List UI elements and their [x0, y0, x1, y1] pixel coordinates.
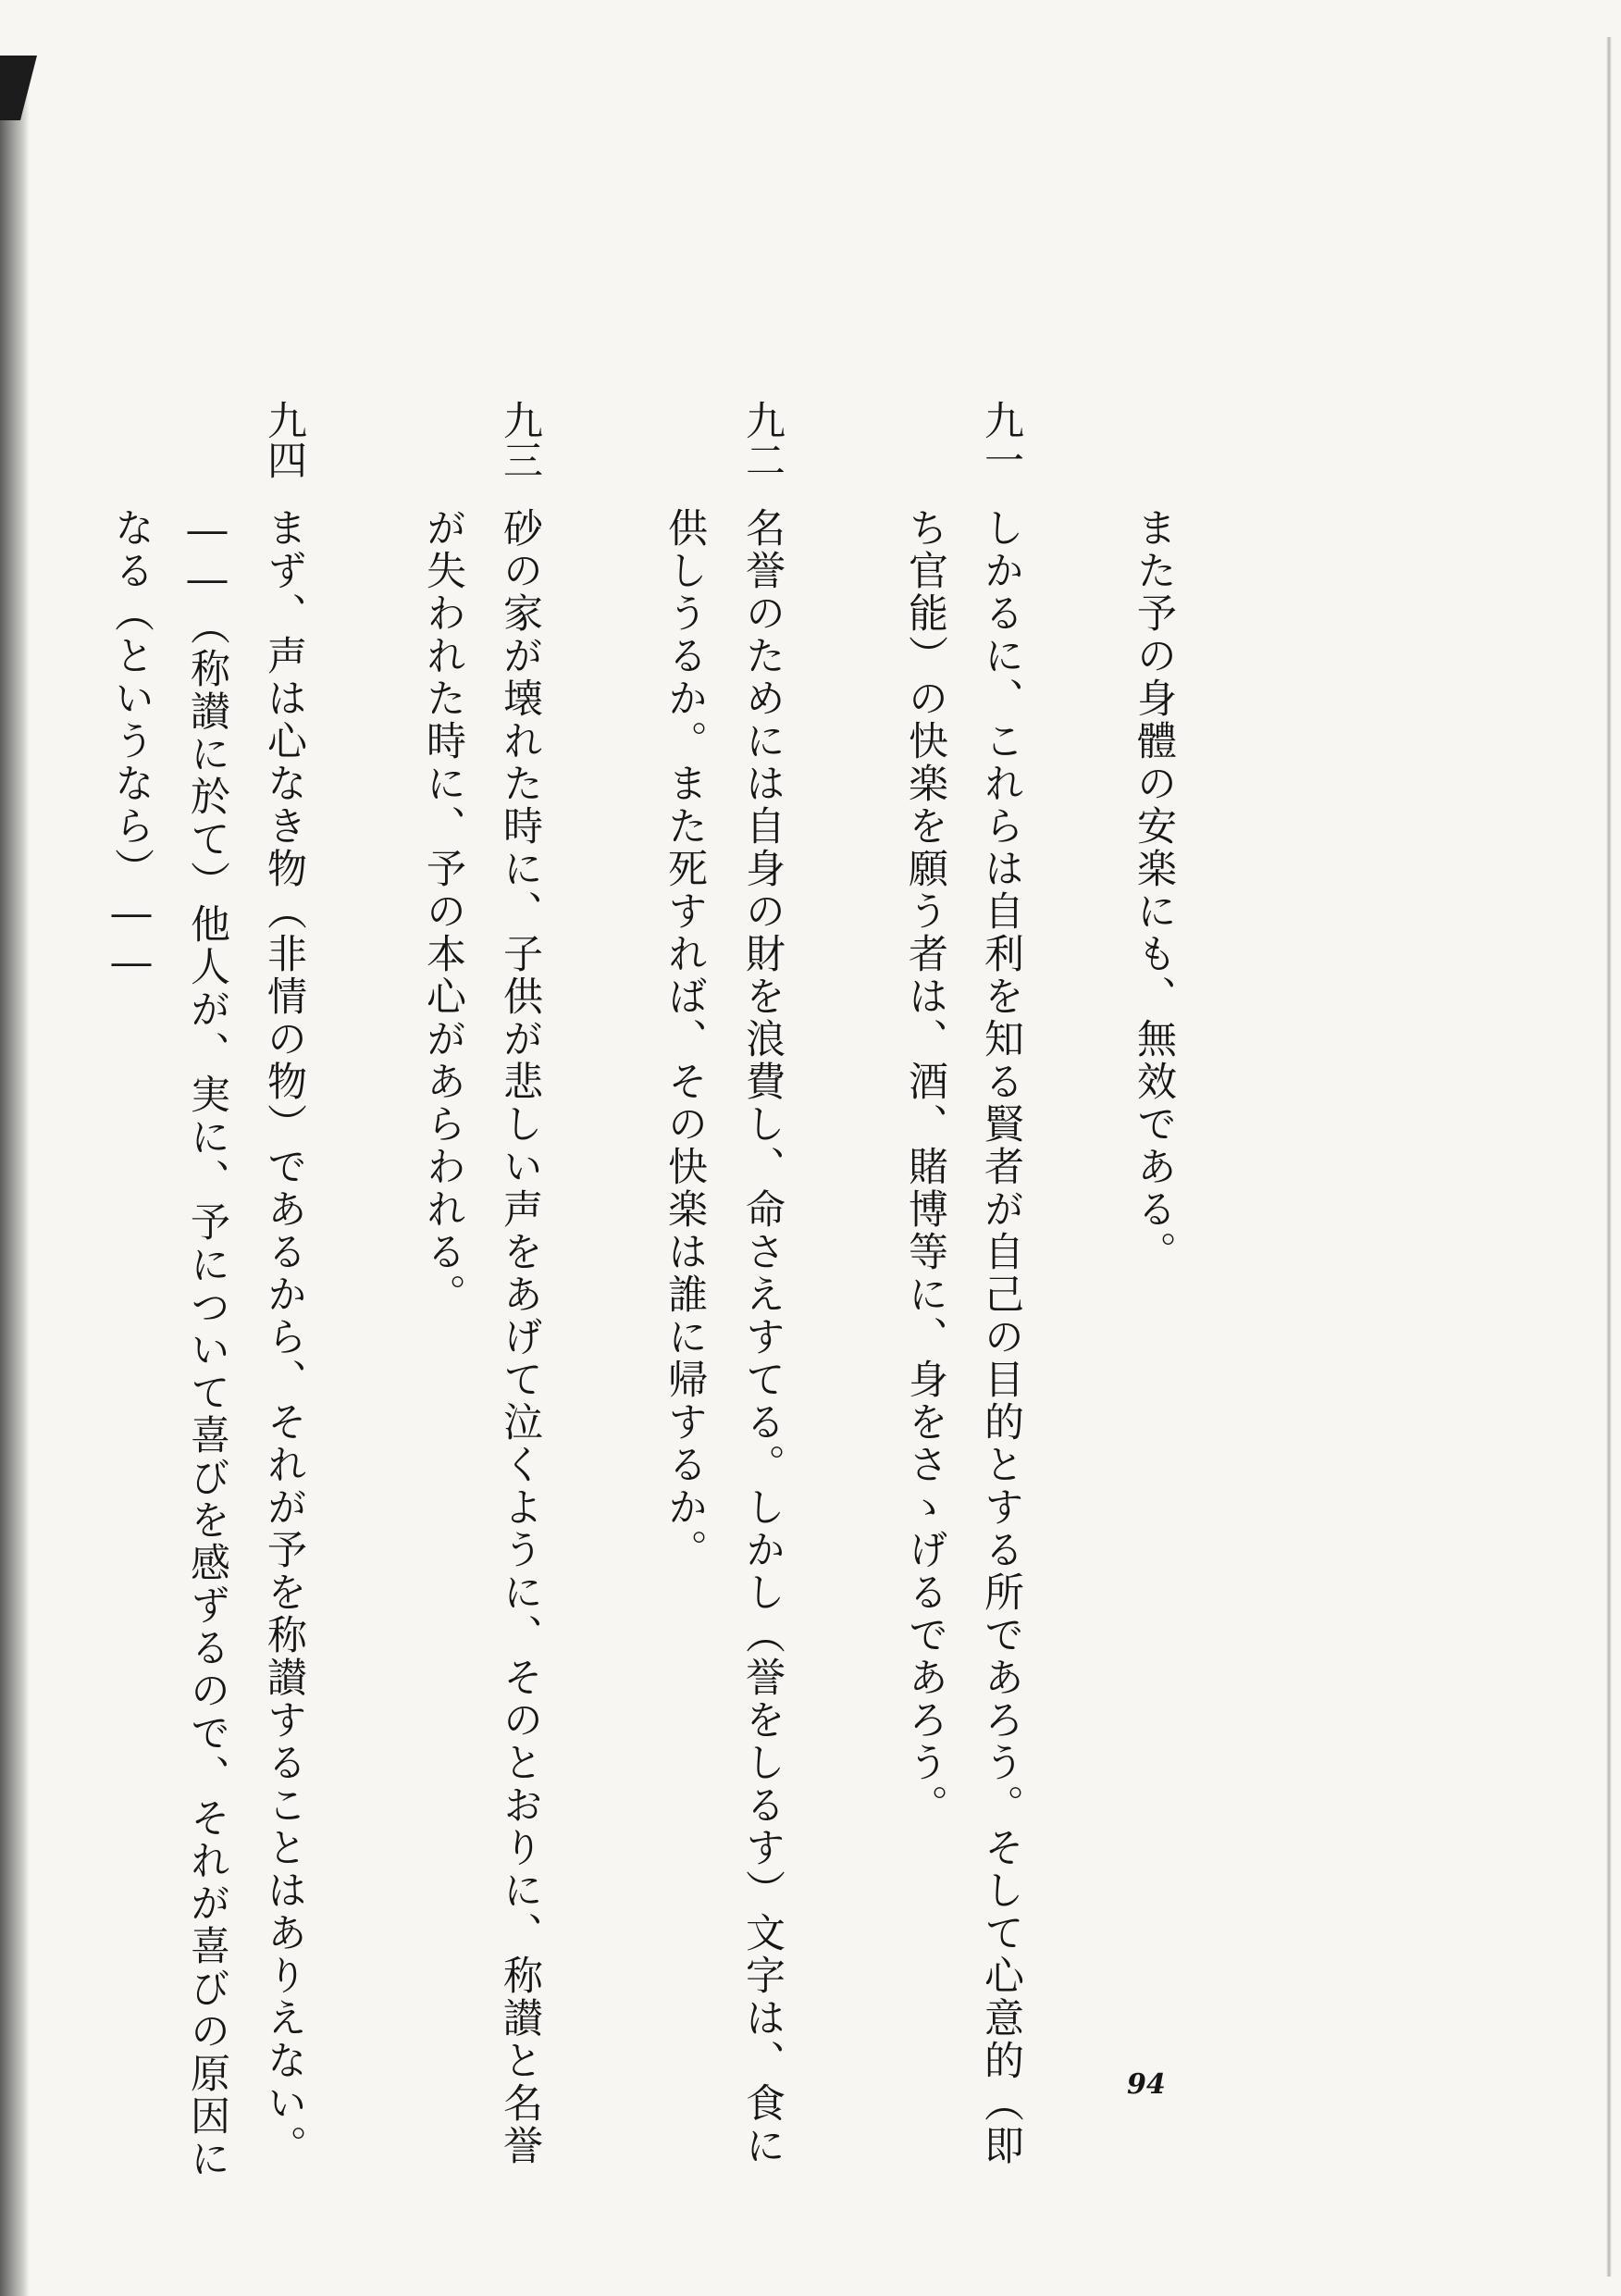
book-binding-shadow: [0, 56, 30, 2296]
verse-94-line-3: なる（というなら）――: [108, 507, 155, 988]
verse-92-line-2: 供しうるか。また死すれば、その快楽は誰に帰するか。: [662, 507, 708, 1571]
verse-92-line-1: 名誉のためには自身の財を浪費し、命さえすてる。しかし（誉をしるす）文字は、食に: [739, 507, 786, 2167]
page-edge-shadow: [1606, 37, 1612, 2277]
page-number: 94: [1127, 2068, 1166, 2101]
verse-94-line-1: まず、声は心なき物（非情の物）であるから、それが予を称讃することはありえない。: [261, 507, 307, 2167]
verse-91-line-1: しかるに、これらは自利を知る賢者が自己の目的とする所であろう。そして心意的（即: [978, 507, 1024, 2167]
verse-93-line-2: が失われた時に、予の本心があらわれる。: [420, 507, 466, 1316]
verse-number-94: 九四: [261, 400, 307, 479]
intro-line: また予の身體の安楽にも、無效である。: [1131, 507, 1177, 1273]
verse-94-line-2: ――（称讃に於て）他人が、実に、予について喜びを感ずるので、それが喜びの原因に: [184, 507, 230, 2180]
verse-number-91: 九一: [978, 400, 1024, 479]
verse-91-line-2: ち官能）の快楽を願う者は、酒、賭博等に、身をさゝげるであろう。: [902, 507, 948, 1827]
verse-93-line-1: 砂の家が壊れた時に、子供が悲しい声をあげて泣くように、そのとおりに、称讃と名誉: [497, 507, 543, 2167]
verse-number-92: 九二: [739, 400, 786, 479]
verse-number-93: 九三: [497, 400, 543, 479]
book-binding-corner: [0, 56, 37, 120]
